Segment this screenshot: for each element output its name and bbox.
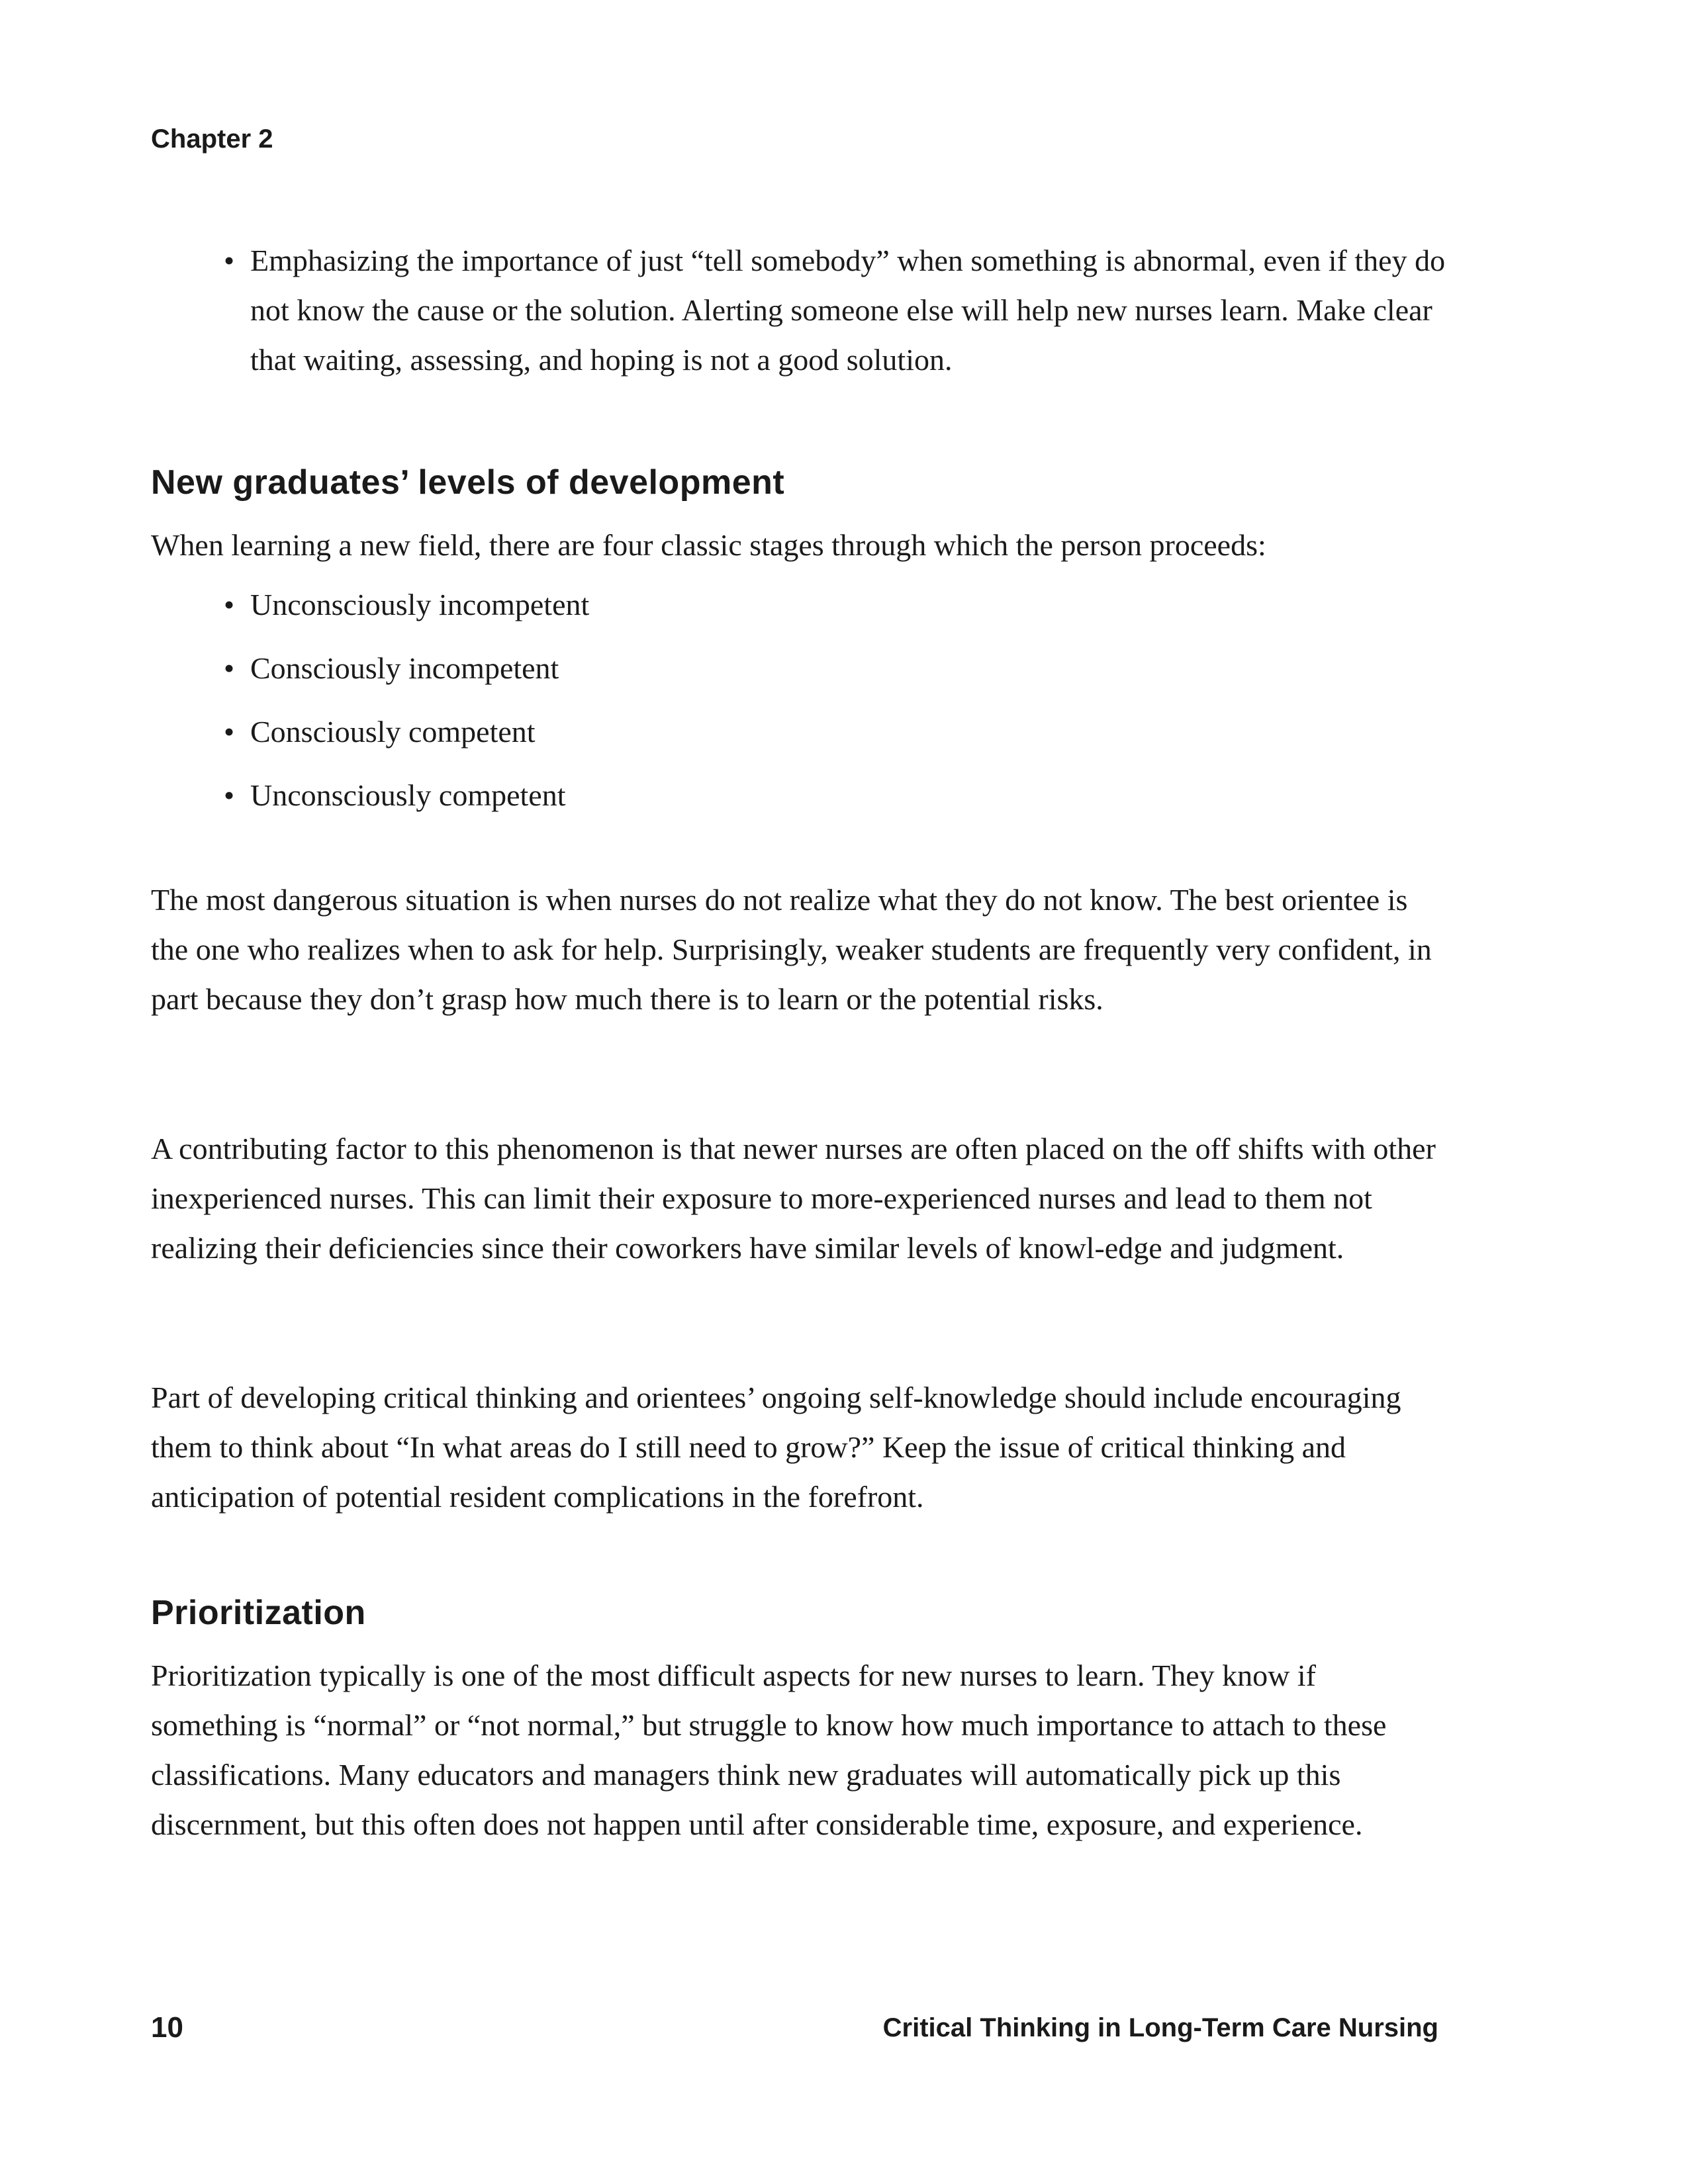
list-item: [224, 580, 1150, 643]
stage-label: Unconsciously incompetent: [250, 588, 590, 621]
list-item: [224, 643, 1150, 707]
bullet-dot: •: [224, 715, 235, 749]
stages-list: [224, 580, 1150, 834]
stage-label: Consciously competent: [250, 715, 536, 749]
running-head: Chapter 2: [151, 124, 273, 154]
stage-label: Unconsciously competent: [250, 778, 566, 812]
body-paragraph-self-knowledge: Part of developing critical thinking and orientees’ ongoing self-knowledge should include encouraging them to think about “In what areas do I still need to grow?” Keep the issue of critical thinking and anticipation of potential resident complications in the forefront.: [151, 1381, 1401, 1514]
bullet-dot: •: [224, 778, 235, 812]
top-bullet-item: [224, 236, 1450, 385]
footer-book-title: Critical Thinking in Long-Term Care Nursing: [882, 2013, 1438, 2042]
body-paragraph-contributing-factor: A contributing factor to this phenomenon is that newer nurses are often placed on the off shifts with other inexperienced nurses. This can limit their exposure to more-experienced nurses and lead to them not realizing their deficiencies since their coworkers have similar levels of knowl-edge and judgment.: [151, 1132, 1436, 1265]
bullet-dot: •: [224, 588, 235, 621]
page-number: 10: [151, 2011, 183, 2044]
section-heading-development: New graduates’ levels of development: [151, 463, 785, 502]
list-item: [224, 770, 1150, 834]
stage-label: Consciously incompetent: [250, 651, 559, 685]
section-heading-prioritization: Prioritization: [151, 1594, 366, 1632]
bullet-dot: •: [224, 244, 235, 277]
bullet-dot: •: [224, 651, 235, 685]
list-item: [224, 707, 1150, 770]
body-paragraph-prioritization: Prioritization typically is one of the most difficult aspects for new nurses to learn. They know if something is “normal” or “not normal,” but struggle to know how much importance to attach to these classifications. Many educators and managers think new graduates will automatically pick up this discernment, but this often does not happen until after considerable time, exposure, and experience.: [151, 1659, 1387, 1841]
body-paragraph-dangerous-situation: The most dangerous situation is when nurses do not realize what they do not know. The best orientee is the one who realizes when to ask for help. Surprisingly, weaker students are frequently very confident, in part because they don’t grasp how much there is to learn or the potential risks.: [151, 883, 1432, 1016]
development-intro-paragraph: When learning a new field, there are four classic stages through which the person proceeds:: [151, 528, 1266, 562]
top-bullet-text: Emphasizing the importance of just “tell somebody” when something is abnormal, even if they do not know the cause or the solution. Alerting someone else will help new nurses learn. Make clear that waiting, assessing, and hoping is not a good solution.: [250, 244, 1446, 377]
